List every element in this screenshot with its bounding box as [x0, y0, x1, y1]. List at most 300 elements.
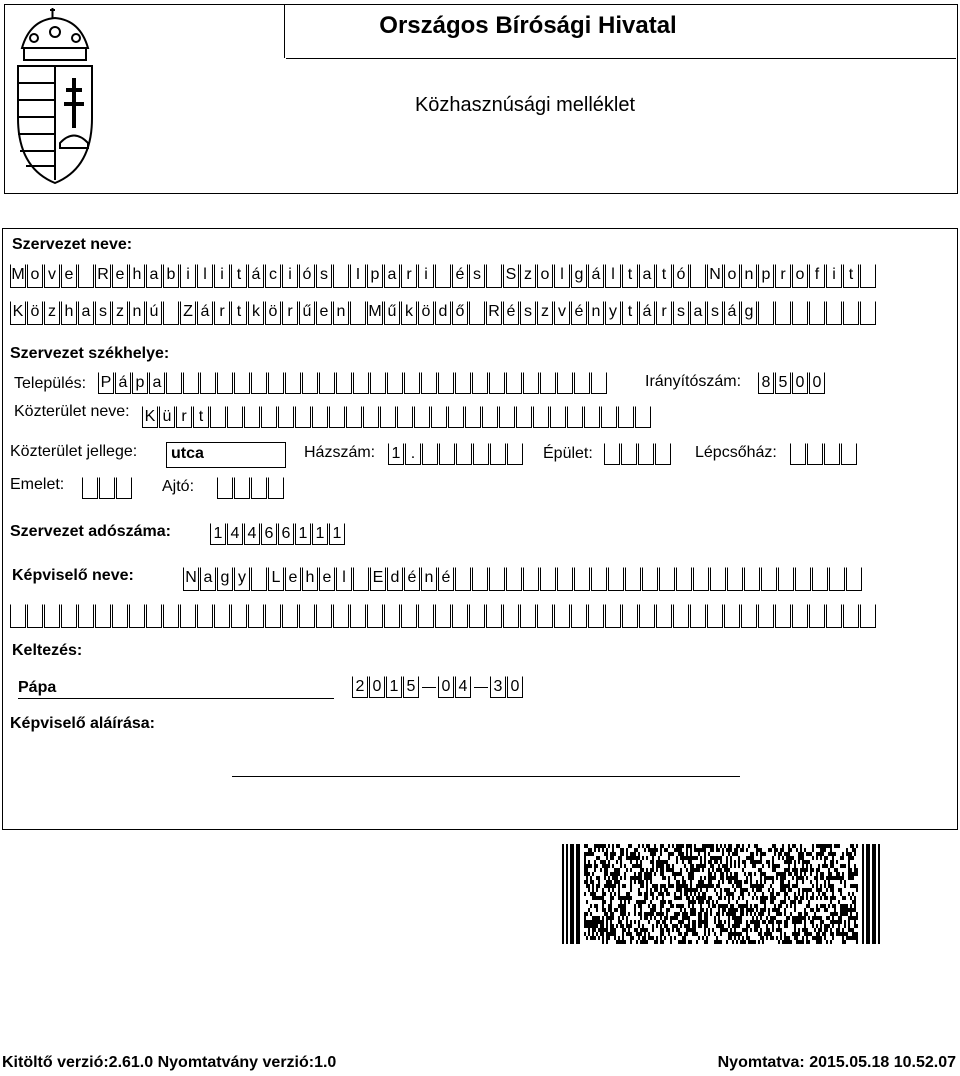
char-box[interactable]: t: [193, 406, 209, 428]
char-box[interactable]: p: [758, 264, 774, 288]
char-box[interactable]: [486, 264, 502, 288]
char-box[interactable]: 8: [758, 372, 774, 394]
char-box[interactable]: [370, 372, 386, 394]
house-number-boxes[interactable]: [388, 443, 524, 465]
char-box[interactable]: r: [176, 406, 192, 428]
char-box[interactable]: e: [285, 567, 301, 591]
char-box[interactable]: a: [384, 264, 400, 288]
char-box[interactable]: á: [115, 372, 131, 394]
char-box[interactable]: [489, 372, 505, 394]
char-box[interactable]: t: [231, 301, 247, 325]
char-box[interactable]: [516, 406, 532, 428]
char-box[interactable]: [214, 604, 230, 628]
char-box[interactable]: [795, 567, 811, 591]
char-box[interactable]: p: [132, 372, 148, 394]
char-box[interactable]: n: [129, 301, 145, 325]
char-box[interactable]: [507, 443, 523, 465]
char-box[interactable]: [78, 604, 94, 628]
char-box[interactable]: n: [741, 264, 757, 288]
char-box[interactable]: l: [336, 567, 352, 591]
char-box[interactable]: v: [554, 301, 570, 325]
char-box[interactable]: [584, 406, 600, 428]
char-box[interactable]: h: [129, 264, 145, 288]
char-box[interactable]: i: [826, 264, 842, 288]
char-box[interactable]: [431, 406, 447, 428]
char-box[interactable]: [655, 443, 671, 465]
char-box[interactable]: l: [197, 264, 213, 288]
char-box[interactable]: [414, 406, 430, 428]
floor-boxes[interactable]: [82, 477, 133, 499]
char-box[interactable]: ú: [146, 301, 162, 325]
char-box[interactable]: [312, 406, 328, 428]
char-box[interactable]: [503, 604, 519, 628]
char-box[interactable]: [809, 301, 825, 325]
char-box[interactable]: [744, 567, 760, 591]
org-name-line1-boxes[interactable]: [10, 264, 877, 288]
char-box[interactable]: [472, 372, 488, 394]
char-box[interactable]: [621, 443, 637, 465]
char-box[interactable]: [761, 567, 777, 591]
char-box[interactable]: [778, 567, 794, 591]
char-box[interactable]: [829, 567, 845, 591]
char-box[interactable]: [234, 372, 250, 394]
char-box[interactable]: I: [350, 264, 366, 288]
char-box[interactable]: [775, 301, 791, 325]
char-box[interactable]: [693, 567, 709, 591]
char-box[interactable]: [333, 264, 349, 288]
char-box[interactable]: h: [61, 301, 77, 325]
char-box[interactable]: [261, 406, 277, 428]
char-box[interactable]: [350, 604, 366, 628]
char-box[interactable]: [251, 477, 267, 499]
char-box[interactable]: [210, 406, 226, 428]
place-value[interactable]: Pápa: [18, 679, 57, 696]
char-box[interactable]: 1: [210, 523, 226, 545]
char-box[interactable]: [166, 372, 182, 394]
char-box[interactable]: á: [588, 264, 604, 288]
char-box[interactable]: [278, 406, 294, 428]
char-box[interactable]: 5: [775, 372, 791, 394]
char-box[interactable]: [843, 604, 859, 628]
char-box[interactable]: [452, 604, 468, 628]
char-box[interactable]: a: [690, 301, 706, 325]
char-box[interactable]: [469, 604, 485, 628]
char-box[interactable]: [790, 443, 806, 465]
char-box[interactable]: d: [387, 567, 403, 591]
char-box[interactable]: n: [333, 301, 349, 325]
char-box[interactable]: [384, 604, 400, 628]
char-box[interactable]: é: [503, 301, 519, 325]
char-box[interactable]: [724, 604, 740, 628]
date-month-boxes[interactable]: [438, 676, 472, 698]
char-box[interactable]: ó: [299, 264, 315, 288]
char-box[interactable]: [227, 406, 243, 428]
char-box[interactable]: [775, 604, 791, 628]
representative-name-line2-boxes[interactable]: [10, 604, 877, 628]
char-box[interactable]: K: [142, 406, 158, 428]
char-box[interactable]: [860, 264, 876, 288]
char-box[interactable]: [129, 604, 145, 628]
char-box[interactable]: a: [78, 301, 94, 325]
char-box[interactable]: [387, 372, 403, 394]
char-box[interactable]: r: [656, 301, 672, 325]
char-box[interactable]: o: [537, 264, 553, 288]
char-box[interactable]: b: [163, 264, 179, 288]
char-box[interactable]: i: [418, 264, 434, 288]
char-box[interactable]: [78, 264, 94, 288]
char-box[interactable]: [455, 567, 471, 591]
char-box[interactable]: 5: [403, 676, 419, 698]
char-box[interactable]: 0: [792, 372, 808, 394]
char-box[interactable]: 1: [312, 523, 328, 545]
char-box[interactable]: [860, 604, 876, 628]
char-box[interactable]: [367, 604, 383, 628]
char-box[interactable]: [346, 406, 362, 428]
char-box[interactable]: [397, 406, 413, 428]
char-box[interactable]: 4: [455, 676, 471, 698]
char-box[interactable]: [843, 301, 859, 325]
char-box[interactable]: [299, 604, 315, 628]
char-box[interactable]: i: [282, 264, 298, 288]
char-box[interactable]: p: [367, 264, 383, 288]
char-box[interactable]: h: [302, 567, 318, 591]
char-box[interactable]: [329, 406, 345, 428]
char-box[interactable]: [550, 406, 566, 428]
char-box[interactable]: [622, 604, 638, 628]
char-box[interactable]: [482, 406, 498, 428]
char-box[interactable]: t: [656, 264, 672, 288]
char-box[interactable]: [676, 567, 692, 591]
char-box[interactable]: 3: [490, 676, 506, 698]
char-box[interactable]: [690, 604, 706, 628]
char-box[interactable]: f: [809, 264, 825, 288]
char-box[interactable]: ö: [265, 301, 281, 325]
char-box[interactable]: l: [554, 264, 570, 288]
zip-boxes[interactable]: [758, 372, 826, 394]
char-box[interactable]: [846, 567, 862, 591]
char-box[interactable]: [574, 372, 590, 394]
char-box[interactable]: a: [200, 567, 216, 591]
char-box[interactable]: [418, 604, 434, 628]
char-box[interactable]: P: [98, 372, 114, 394]
char-box[interactable]: [537, 604, 553, 628]
char-box[interactable]: [554, 604, 570, 628]
char-box[interactable]: e: [316, 301, 332, 325]
char-box[interactable]: [841, 443, 857, 465]
char-box[interactable]: [710, 567, 726, 591]
char-box[interactable]: ő: [452, 301, 468, 325]
char-box[interactable]: [336, 372, 352, 394]
char-box[interactable]: [380, 406, 396, 428]
char-box[interactable]: [438, 372, 454, 394]
char-box[interactable]: 0: [507, 676, 523, 698]
char-box[interactable]: ó: [673, 264, 689, 288]
char-box[interactable]: [333, 604, 349, 628]
date-year-boxes[interactable]: [352, 676, 420, 698]
char-box[interactable]: Z: [180, 301, 196, 325]
char-box[interactable]: e: [61, 264, 77, 288]
char-box[interactable]: k: [248, 301, 264, 325]
char-box[interactable]: [574, 567, 590, 591]
char-box[interactable]: z: [112, 301, 128, 325]
building-boxes[interactable]: [604, 443, 672, 465]
char-box[interactable]: [456, 443, 472, 465]
char-box[interactable]: [690, 264, 706, 288]
char-box[interactable]: [353, 567, 369, 591]
char-box[interactable]: e: [112, 264, 128, 288]
char-box[interactable]: N: [183, 567, 199, 591]
char-box[interactable]: [792, 301, 808, 325]
char-box[interactable]: 6: [261, 523, 277, 545]
char-box[interactable]: [282, 604, 298, 628]
char-box[interactable]: [824, 443, 840, 465]
char-box[interactable]: 6: [278, 523, 294, 545]
char-box[interactable]: [472, 567, 488, 591]
char-box[interactable]: [316, 604, 332, 628]
char-box[interactable]: [604, 443, 620, 465]
char-box[interactable]: [591, 567, 607, 591]
char-box[interactable]: r: [214, 301, 230, 325]
char-box[interactable]: [625, 567, 641, 591]
char-box[interactable]: [707, 604, 723, 628]
char-box[interactable]: [231, 604, 247, 628]
char-box[interactable]: ű: [299, 301, 315, 325]
char-box[interactable]: 0: [438, 676, 454, 698]
char-box[interactable]: E: [370, 567, 386, 591]
char-box[interactable]: g: [217, 567, 233, 591]
char-box[interactable]: 4: [244, 523, 260, 545]
street-name-boxes[interactable]: [142, 406, 652, 428]
char-box[interactable]: ö: [418, 301, 434, 325]
char-box[interactable]: [285, 372, 301, 394]
char-box[interactable]: [200, 372, 216, 394]
char-box[interactable]: l: [605, 264, 621, 288]
char-box[interactable]: r: [775, 264, 791, 288]
char-box[interactable]: [486, 604, 502, 628]
char-box[interactable]: [401, 604, 417, 628]
char-box[interactable]: 1: [295, 523, 311, 545]
char-box[interactable]: o: [724, 264, 740, 288]
char-box[interactable]: ü: [159, 406, 175, 428]
char-box[interactable]: 1: [329, 523, 345, 545]
char-box[interactable]: [404, 372, 420, 394]
char-box[interactable]: [244, 406, 260, 428]
char-box[interactable]: 4: [227, 523, 243, 545]
char-box[interactable]: [268, 477, 284, 499]
char-box[interactable]: 0: [369, 676, 385, 698]
char-box[interactable]: o: [792, 264, 808, 288]
char-box[interactable]: [520, 604, 536, 628]
char-box[interactable]: [82, 477, 98, 499]
char-box[interactable]: [523, 372, 539, 394]
char-box[interactable]: i: [214, 264, 230, 288]
char-box[interactable]: L: [268, 567, 284, 591]
char-box[interactable]: ö: [27, 301, 43, 325]
char-box[interactable]: S: [503, 264, 519, 288]
char-box[interactable]: [248, 604, 264, 628]
char-box[interactable]: s: [469, 264, 485, 288]
char-box[interactable]: [557, 372, 573, 394]
char-box[interactable]: [353, 372, 369, 394]
char-box[interactable]: 2: [352, 676, 368, 698]
char-box[interactable]: R: [486, 301, 502, 325]
char-box[interactable]: á: [248, 264, 264, 288]
char-box[interactable]: R: [95, 264, 111, 288]
char-box[interactable]: [61, 604, 77, 628]
char-box[interactable]: [234, 477, 250, 499]
char-box[interactable]: [10, 604, 26, 628]
char-box[interactable]: v: [44, 264, 60, 288]
char-box[interactable]: [601, 406, 617, 428]
char-box[interactable]: [251, 372, 267, 394]
char-box[interactable]: [809, 604, 825, 628]
char-box[interactable]: [792, 604, 808, 628]
char-box[interactable]: e: [319, 567, 335, 591]
org-name-line2-boxes[interactable]: [10, 301, 877, 325]
char-box[interactable]: ű: [384, 301, 400, 325]
char-box[interactable]: é: [571, 301, 587, 325]
char-box[interactable]: [673, 604, 689, 628]
char-box[interactable]: [605, 604, 621, 628]
char-box[interactable]: [826, 604, 842, 628]
signature-line[interactable]: [232, 776, 740, 777]
char-box[interactable]: .: [405, 443, 421, 465]
char-box[interactable]: [473, 443, 489, 465]
char-box[interactable]: [638, 443, 654, 465]
char-box[interactable]: [163, 301, 179, 325]
char-box[interactable]: [217, 477, 233, 499]
char-box[interactable]: [183, 372, 199, 394]
char-box[interactable]: [506, 372, 522, 394]
char-box[interactable]: [363, 406, 379, 428]
char-box[interactable]: á: [639, 301, 655, 325]
char-box[interactable]: é: [452, 264, 468, 288]
char-box[interactable]: k: [401, 301, 417, 325]
char-box[interactable]: [163, 604, 179, 628]
char-box[interactable]: z: [537, 301, 553, 325]
char-box[interactable]: s: [707, 301, 723, 325]
char-box[interactable]: M: [367, 301, 383, 325]
char-box[interactable]: [435, 264, 451, 288]
char-box[interactable]: z: [520, 264, 536, 288]
char-box[interactable]: 1: [388, 443, 404, 465]
char-box[interactable]: t: [622, 301, 638, 325]
char-box[interactable]: 0: [809, 372, 825, 394]
char-box[interactable]: t: [231, 264, 247, 288]
char-box[interactable]: [533, 406, 549, 428]
char-box[interactable]: [758, 301, 774, 325]
char-box[interactable]: [44, 604, 60, 628]
street-type-field[interactable]: utca: [166, 442, 286, 468]
settlement-boxes[interactable]: [98, 372, 608, 394]
char-box[interactable]: [197, 604, 213, 628]
char-box[interactable]: [490, 443, 506, 465]
char-box[interactable]: [656, 604, 672, 628]
char-box[interactable]: [268, 372, 284, 394]
char-box[interactable]: [251, 567, 267, 591]
staircase-boxes[interactable]: [790, 443, 858, 465]
char-box[interactable]: é: [404, 567, 420, 591]
char-box[interactable]: n: [588, 301, 604, 325]
char-box[interactable]: [146, 604, 162, 628]
char-box[interactable]: [741, 604, 757, 628]
char-box[interactable]: [727, 567, 743, 591]
char-box[interactable]: [635, 406, 651, 428]
char-box[interactable]: g: [571, 264, 587, 288]
char-box[interactable]: [523, 567, 539, 591]
char-box[interactable]: [489, 567, 505, 591]
char-box[interactable]: a: [149, 372, 165, 394]
char-box[interactable]: y: [234, 567, 250, 591]
char-box[interactable]: [319, 372, 335, 394]
char-box[interactable]: s: [673, 301, 689, 325]
char-box[interactable]: [618, 406, 634, 428]
char-box[interactable]: o: [27, 264, 43, 288]
char-box[interactable]: y: [605, 301, 621, 325]
char-box[interactable]: [448, 406, 464, 428]
char-box[interactable]: [465, 406, 481, 428]
char-box[interactable]: a: [146, 264, 162, 288]
char-box[interactable]: [302, 372, 318, 394]
char-box[interactable]: g: [741, 301, 757, 325]
char-box[interactable]: c: [265, 264, 281, 288]
char-box[interactable]: [27, 604, 43, 628]
char-box[interactable]: [99, 477, 115, 499]
char-box[interactable]: é: [438, 567, 454, 591]
char-box[interactable]: [659, 567, 675, 591]
char-box[interactable]: [421, 372, 437, 394]
char-box[interactable]: á: [724, 301, 740, 325]
char-box[interactable]: [295, 406, 311, 428]
char-box[interactable]: [469, 301, 485, 325]
char-box[interactable]: [499, 406, 515, 428]
date-day-boxes[interactable]: [490, 676, 524, 698]
char-box[interactable]: [217, 372, 233, 394]
char-box[interactable]: [567, 406, 583, 428]
char-box[interactable]: [350, 301, 366, 325]
char-box[interactable]: d: [435, 301, 451, 325]
char-box[interactable]: s: [316, 264, 332, 288]
char-box[interactable]: 1: [386, 676, 402, 698]
char-box[interactable]: á: [197, 301, 213, 325]
char-box[interactable]: [639, 604, 655, 628]
char-box[interactable]: [180, 604, 196, 628]
char-box[interactable]: r: [401, 264, 417, 288]
char-box[interactable]: N: [707, 264, 723, 288]
char-box[interactable]: r: [282, 301, 298, 325]
char-box[interactable]: [506, 567, 522, 591]
char-box[interactable]: [812, 567, 828, 591]
char-box[interactable]: [540, 567, 556, 591]
representative-name-boxes[interactable]: [183, 567, 863, 591]
char-box[interactable]: [439, 443, 455, 465]
char-box[interactable]: [435, 604, 451, 628]
char-box[interactable]: [608, 567, 624, 591]
char-box[interactable]: s: [95, 301, 111, 325]
char-box[interactable]: M: [10, 264, 26, 288]
char-box[interactable]: [455, 372, 471, 394]
char-box[interactable]: [265, 604, 281, 628]
char-box[interactable]: [588, 604, 604, 628]
char-box[interactable]: n: [421, 567, 437, 591]
char-box[interactable]: [591, 372, 607, 394]
char-box[interactable]: z: [44, 301, 60, 325]
char-box[interactable]: t: [622, 264, 638, 288]
char-box[interactable]: [807, 443, 823, 465]
door-boxes[interactable]: [217, 477, 285, 499]
char-box[interactable]: i: [180, 264, 196, 288]
char-box[interactable]: [571, 604, 587, 628]
